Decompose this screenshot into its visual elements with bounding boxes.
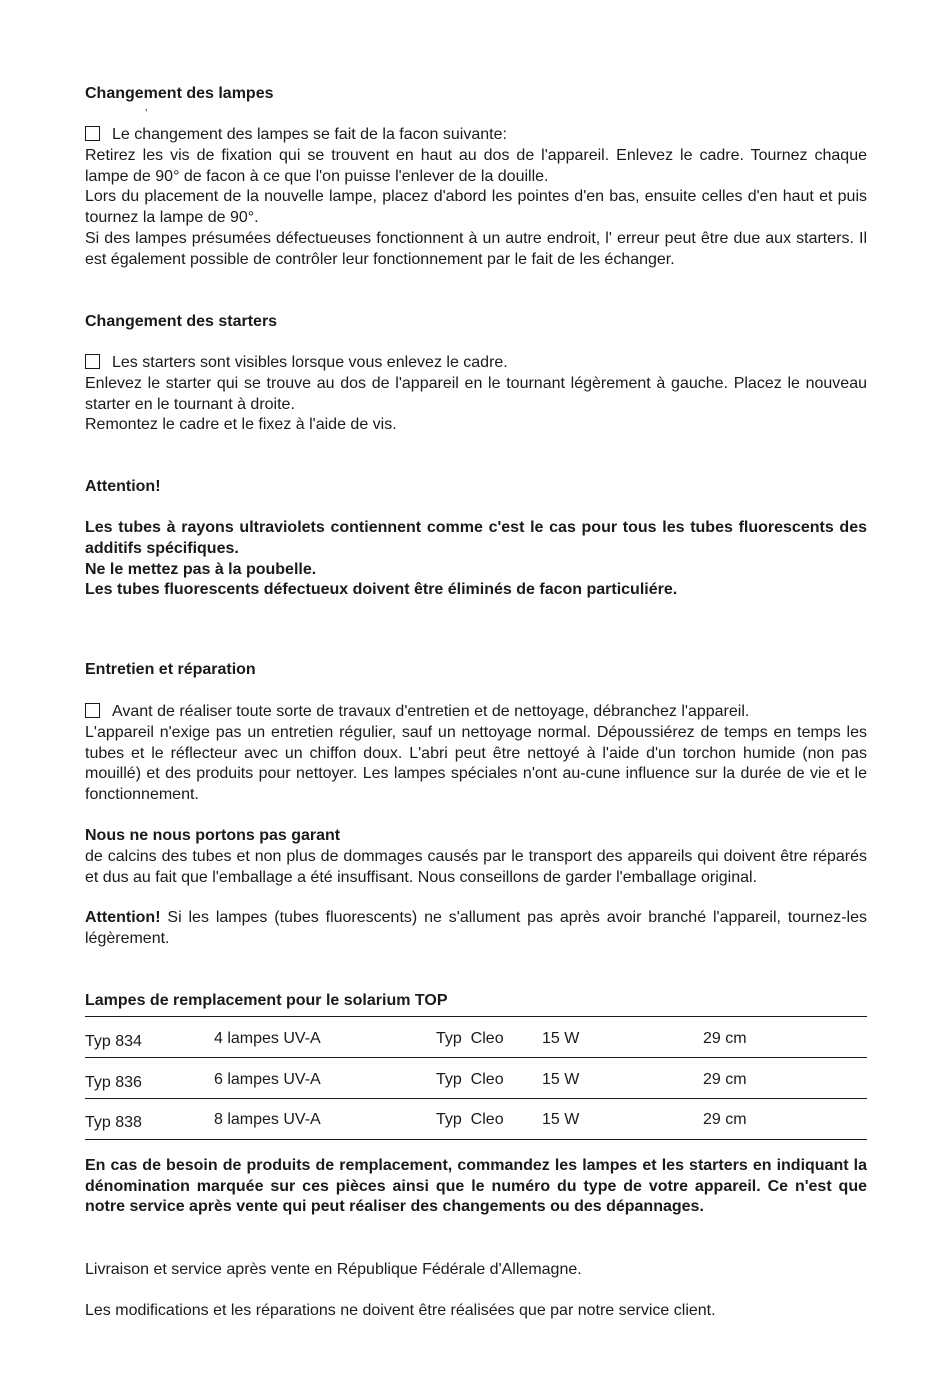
starters-paragraph-2: Remontez le cadre et le fixez à l'aide de vis. (85, 416, 397, 433)
maintenance-intro-line (85, 702, 867, 723)
cell-lamps: 8 lampes UV-A (214, 1111, 321, 1128)
checkbox-icon (85, 354, 100, 369)
cell-model: Typ 838 (85, 1114, 142, 1131)
cell-length: 29 cm (703, 1071, 747, 1088)
cell-lamps: 6 lampes UV-A (214, 1071, 321, 1088)
attention-note-label: Attention! (85, 909, 161, 926)
starters-intro: Les starters sont visibles lorsque vous enlevez le cadre. (112, 354, 508, 371)
table-rule (85, 1098, 867, 1099)
section-title-starters: Changement des starters (85, 313, 278, 330)
attention-note-text: Si les lampes (tubes fluorescents) ne s'allument pas après avoir branché l'appareil, tournez-les légèrement. (85, 909, 867, 947)
attention-line-2: Ne le mettez pas à la poubelle. (85, 561, 317, 578)
cell-model: Typ 836 (85, 1074, 142, 1091)
replacement-title: Lampes de remplacement pour le solarium TOP (85, 992, 448, 1009)
cell-power: 15 W (542, 1071, 580, 1088)
starters-intro-line (85, 353, 867, 374)
cell-type: Typ Cleo (436, 1030, 504, 1047)
lamps-intro: Le changement des lampes se fait de la facon suivante: (112, 126, 507, 143)
lamps-paragraph-3: Si des lampes présumées défectueuses fonctionnent à un autre endroit, l' erreur peut être due aux starters. Il est également possible de contrôler leur fonctionnement par le fait de les échanger. (85, 230, 867, 268)
table-row (85, 1071, 867, 1091)
starters-paragraph-1: Enlevez le starter qui se trouve au dos de l'appareil en le tournant légèrement à gauche. Placez le nouveau starter en le tournant à droite. (85, 375, 867, 413)
order-note: En cas de besoin de produits de remplacement, commandez les lampes et les starters en indiquant la dénomination marquée sur ces pièces ainsi que le numéro du type de votre appareil. Ce n'est que notre service après vente qui peut réaliser des changements ou des dépannages. (85, 1157, 867, 1216)
cell-type: Typ Cleo (436, 1071, 504, 1088)
section-title-maintenance: Entretien et réparation (85, 661, 256, 678)
cell-model: Typ 834 (85, 1033, 142, 1050)
delivery-note: Livraison et service après vente en République Fédérale d'Allemagne. (85, 1261, 582, 1278)
table-row (85, 1030, 867, 1050)
table-row (85, 1111, 867, 1131)
guarantee-title: Nous ne nous portons pas garant (85, 827, 341, 844)
checkbox-icon (85, 126, 100, 141)
guarantee-paragraph: de calcins des tubes et non plus de dommages causés par le transport des appareils qui doivent être réparés et dus au fait que l'emballage a été insuffisant. Nous conseillons de garder l'emballage original. (85, 848, 867, 886)
stray-mark: ʼ (145, 108, 148, 120)
cell-power: 15 W (542, 1030, 580, 1047)
section-title-lamps: Changement des lampes (85, 85, 274, 102)
cell-power: 15 W (542, 1111, 580, 1128)
cell-length: 29 cm (703, 1111, 747, 1128)
attention-line-1: Les tubes à rayons ultraviolets contiennent comme c'est le cas pour tous les tubes fluorescents des additifs spécifiques. (85, 519, 867, 557)
table-rule (85, 1016, 867, 1017)
section-title-attention: Attention! (85, 478, 161, 495)
lamps-intro-line (85, 125, 867, 146)
checkbox-icon (85, 703, 100, 718)
maintenance-paragraph: L'appareil n'exige pas un entretien régulier, sauf un nettoyage normal. Dépoussiérez de temps en temps les tubes et le réflecteur avec un chiffon doux. L'abri peut être nettoyé à l'aide d'un torchon humide (non pas mouillé) et des produits pour nettoyer. Les lampes spéciales n'ont au-cune influence sur la durée de vie et le fonctionnement. (85, 724, 867, 803)
attention-note (85, 908, 867, 949)
table-rule (85, 1139, 867, 1140)
cell-type: Typ Cleo (436, 1111, 504, 1128)
table-rule (85, 1057, 867, 1058)
lamps-paragraph-1: Retirez les vis de fixation qui se trouvent en haut au dos de l'appareil. Enlevez le cadre. Tournez chaque lampe de 90° de facon à ce que l'on puisse l'enlever de la douille. (85, 147, 867, 185)
modifications-note: Les modifications et les réparations ne doivent être réalisées que par notre service client. (85, 1302, 716, 1319)
lamps-paragraph-2: Lors du placement de la nouvelle lampe, placez d'abord les pointes d'en bas, ensuite celles d'en haut et puis tournez la lampe de 90°. (85, 188, 867, 226)
cell-length: 29 cm (703, 1030, 747, 1047)
attention-line-3: Les tubes fluorescents défectueux doivent être éliminés de facon particuliére. (85, 581, 678, 598)
maintenance-intro: Avant de réaliser toute sorte de travaux d'entretien et de nettoyage, débranchez l'appareil. (112, 703, 750, 720)
cell-lamps: 4 lampes UV-A (214, 1030, 321, 1047)
